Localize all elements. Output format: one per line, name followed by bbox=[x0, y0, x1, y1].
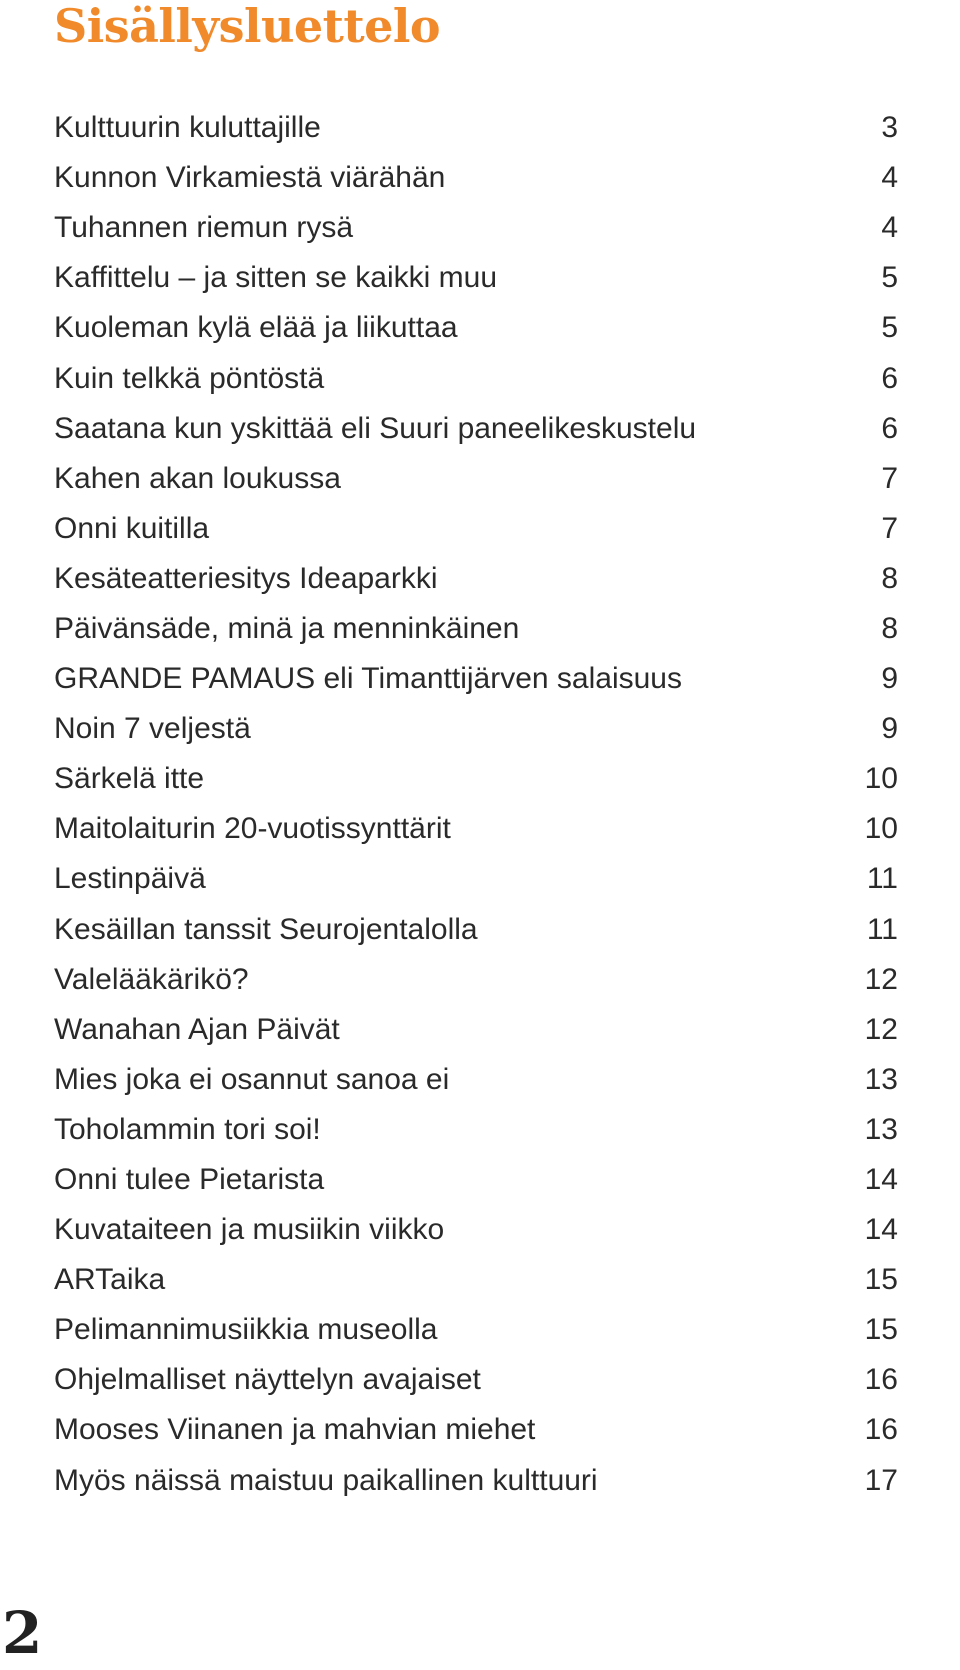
toc-entry-title: Pelimannimusiikkia museolla bbox=[54, 1313, 438, 1347]
toc-entry-page: 8 bbox=[881, 561, 898, 595]
toc-entry-title: Saatana kun yskittää eli Suuri paneelikeskustelu bbox=[54, 411, 697, 445]
toc-entry-page: 9 bbox=[881, 662, 898, 696]
toc-entry-page: 13 bbox=[864, 1062, 898, 1096]
toc-entry bbox=[54, 454, 898, 504]
toc-entry bbox=[54, 905, 898, 955]
toc-entry bbox=[54, 1055, 898, 1105]
toc-entry-title: Wanahan Ajan Päivät bbox=[54, 1012, 340, 1046]
toc-entry bbox=[54, 704, 898, 754]
toc-entry bbox=[54, 1005, 898, 1055]
toc-entry bbox=[54, 654, 898, 704]
toc-entry-page: 7 bbox=[881, 511, 898, 545]
toc-entry bbox=[54, 404, 898, 454]
toc-entry-page: 4 bbox=[881, 211, 898, 245]
toc-entry-title: Toholammin tori soi! bbox=[54, 1112, 321, 1146]
toc-entry-title: Onni tulee Pietarista bbox=[54, 1163, 325, 1197]
toc-entry-title: Kunnon Virkamiestä viärähän bbox=[54, 161, 446, 195]
toc-entry bbox=[54, 1456, 898, 1506]
toc-entry bbox=[54, 353, 898, 403]
toc-entry-title: Päivänsäde, minä ja menninkäinen bbox=[54, 611, 520, 645]
toc-entry-title: Särkelä itte bbox=[54, 762, 205, 796]
toc-entry-title: Myös näissä maistuu paikallinen kulttuuri bbox=[54, 1463, 598, 1497]
toc-entry-page: 6 bbox=[881, 411, 898, 445]
toc-entry bbox=[54, 103, 898, 153]
toc-entry-title: Kuin telkkä pöntöstä bbox=[54, 361, 325, 395]
toc-entry-title: Ohjelmalliset näyttelyn avajaiset bbox=[54, 1363, 481, 1397]
toc-entry-page: 12 bbox=[864, 1012, 898, 1046]
toc-entry-page: 15 bbox=[864, 1263, 898, 1297]
toc-entry-page: 13 bbox=[864, 1112, 898, 1146]
toc-entry-page: 17 bbox=[864, 1463, 898, 1497]
toc-entry-title: Mies joka ei osannut sanoa ei bbox=[54, 1062, 450, 1096]
toc-entry-title: Valelääkärikö? bbox=[54, 962, 249, 996]
toc-entry-title: ARTaika bbox=[54, 1263, 166, 1297]
toc-entry bbox=[54, 1205, 898, 1255]
toc-entry-title: GRANDE PAMAUS eli Timanttijärven salaisuus bbox=[54, 662, 682, 696]
toc-entry-title: Kesäteatteriesitys Ideaparkki bbox=[54, 561, 438, 595]
toc-entry bbox=[54, 554, 898, 604]
toc-entry bbox=[54, 604, 898, 654]
toc-entry-page: 10 bbox=[864, 762, 898, 796]
toc-entry-title: Tuhannen riemun rysä bbox=[54, 211, 354, 245]
toc-entry-title: Kuvataiteen ja musiikin viikko bbox=[54, 1213, 445, 1247]
toc-entry bbox=[54, 804, 898, 854]
toc-entry bbox=[54, 754, 898, 804]
toc-entry-page: 15 bbox=[864, 1313, 898, 1347]
toc-entry-title: Kesäillan tanssit Seurojentalolla bbox=[54, 912, 478, 946]
toc-entry bbox=[54, 303, 898, 353]
toc-entry-title: Kaffittelu – ja sitten se kaikki muu bbox=[54, 261, 497, 295]
toc-entry-title: Kulttuurin kuluttajille bbox=[54, 111, 321, 145]
toc-entry-title: Mooses Viinanen ja mahvian miehet bbox=[54, 1413, 536, 1447]
toc-entry bbox=[54, 1355, 898, 1405]
toc-entry-page: 6 bbox=[881, 361, 898, 395]
page-number: 2 bbox=[2, 1599, 43, 1667]
toc-entry bbox=[54, 253, 898, 303]
toc-entry-title: Maitolaiturin 20-vuotissynttärit bbox=[54, 812, 451, 846]
toc-entry bbox=[54, 854, 898, 904]
toc-entry bbox=[54, 1405, 898, 1455]
table-of-contents bbox=[54, 103, 898, 1506]
toc-entry-page: 14 bbox=[864, 1163, 898, 1197]
toc-entry-page: 11 bbox=[866, 912, 898, 946]
toc-entry-page: 14 bbox=[864, 1213, 898, 1247]
toc-entry-page: 3 bbox=[881, 111, 898, 145]
toc-entry-title: Kuoleman kylä elää ja liikuttaa bbox=[54, 311, 458, 345]
toc-entry-page: 12 bbox=[864, 962, 898, 996]
toc-entry-title: Kahen akan loukussa bbox=[54, 461, 341, 495]
toc-entry-page: 7 bbox=[881, 461, 898, 495]
toc-entry bbox=[54, 1155, 898, 1205]
toc-entry-title: Noin 7 veljestä bbox=[54, 712, 251, 746]
toc-entry bbox=[54, 504, 898, 554]
toc-entry bbox=[54, 1105, 898, 1155]
toc-entry-page: 5 bbox=[881, 311, 898, 345]
toc-entry-page: 16 bbox=[864, 1363, 898, 1397]
toc-entry bbox=[54, 203, 898, 253]
toc-entry-page: 9 bbox=[881, 712, 898, 746]
toc-entry bbox=[54, 955, 898, 1005]
page-title: Sisällysluettelo bbox=[54, 0, 441, 53]
toc-entry-page: 11 bbox=[866, 862, 898, 896]
toc-entry-title: Onni kuitilla bbox=[54, 511, 210, 545]
toc-entry bbox=[54, 1255, 898, 1305]
toc-entry-page: 10 bbox=[864, 812, 898, 846]
toc-entry-page: 5 bbox=[881, 261, 898, 295]
toc-entry-title: Lestinpäivä bbox=[54, 862, 206, 896]
toc-entry-page: 16 bbox=[864, 1413, 898, 1447]
toc-entry-page: 4 bbox=[881, 161, 898, 195]
toc-entry bbox=[54, 153, 898, 203]
toc-entry bbox=[54, 1305, 898, 1355]
toc-entry-page: 8 bbox=[881, 611, 898, 645]
